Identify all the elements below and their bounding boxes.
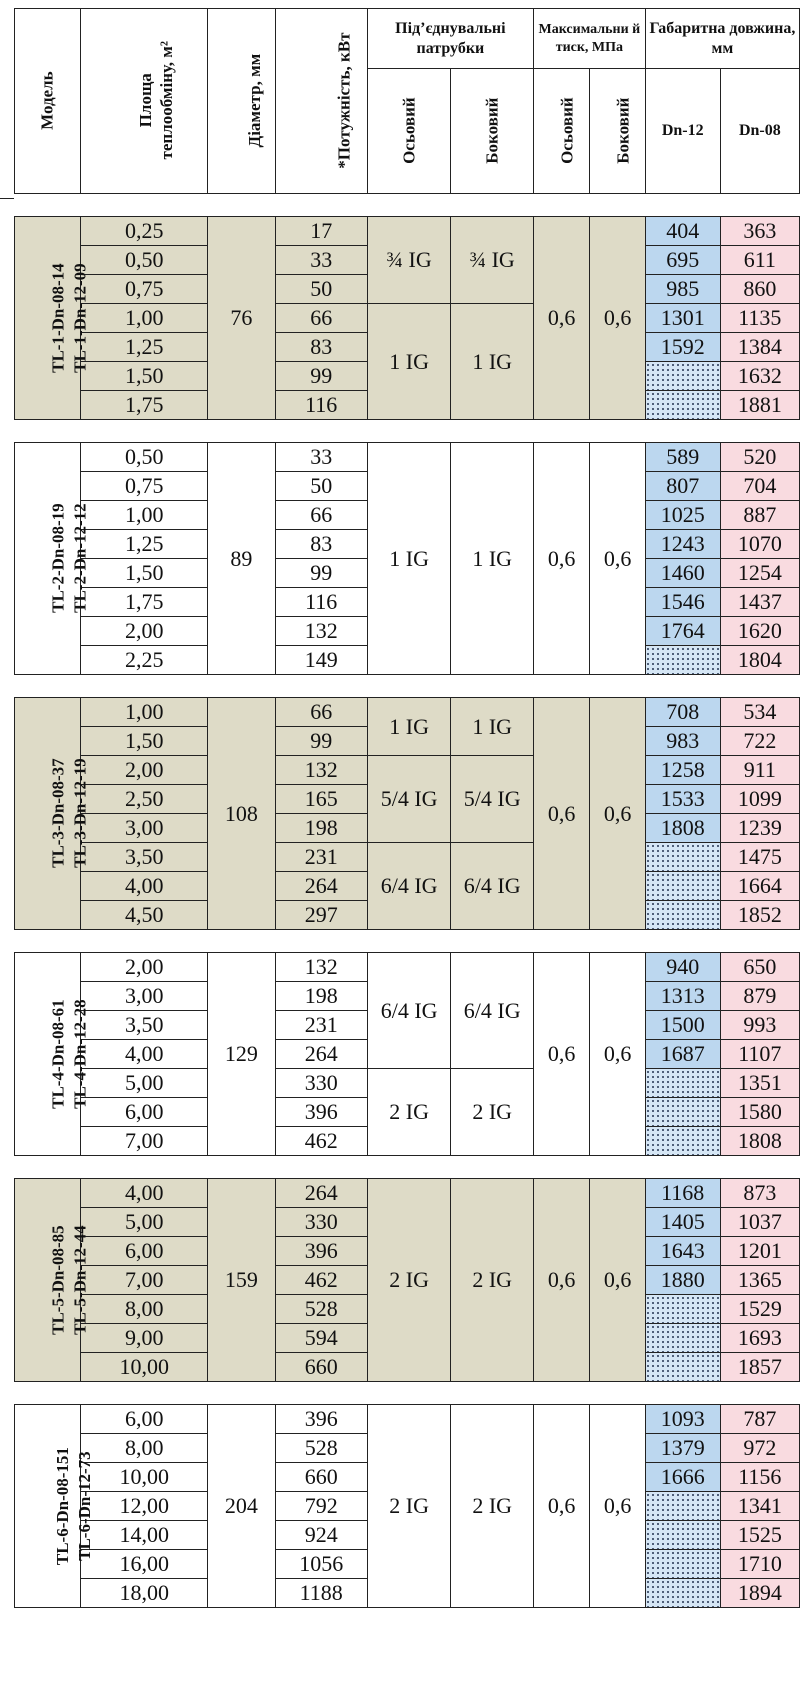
length-dn08-cell: 1437 <box>720 588 799 617</box>
length-dn08-cell: 860 <box>720 275 799 304</box>
length-dn08-cell: 650 <box>720 953 799 982</box>
length-dn08-cell: 1693 <box>720 1324 799 1353</box>
length-dn08-cell: 1580 <box>720 1098 799 1127</box>
length-dn08-cell: 1254 <box>720 559 799 588</box>
group-spacer-cell <box>15 675 800 698</box>
pressure-axial-cell: 0,6 <box>533 698 589 930</box>
power-cell: 17 <box>275 217 367 246</box>
table-row <box>15 217 800 246</box>
model-cell <box>15 443 90 675</box>
table-row <box>15 443 800 472</box>
length-dn08-cell: 1135 <box>720 304 799 333</box>
area-cell: 0,50 <box>81 443 208 472</box>
length-dn12-cell: 1460 <box>645 559 720 588</box>
length-dn12-unavailable-cell <box>645 1550 720 1579</box>
header-model: Модель <box>15 9 81 194</box>
power-cell: 99 <box>275 559 367 588</box>
power-cell: 462 <box>275 1266 367 1295</box>
length-dn08-cell: 1070 <box>720 530 799 559</box>
power-cell: 83 <box>275 333 367 362</box>
area-cell: 0,75 <box>81 275 208 304</box>
power-cell: 198 <box>275 814 367 843</box>
area-cell: 1,00 <box>81 501 208 530</box>
group-spacer-cell <box>15 420 800 443</box>
length-dn12-cell: 1313 <box>645 982 720 1011</box>
power-cell: 924 <box>275 1521 367 1550</box>
length-dn12-unavailable-cell <box>645 1579 720 1608</box>
area-cell: 10,00 <box>81 1463 208 1492</box>
pressure-side-cell: 0,6 <box>590 217 645 420</box>
length-dn08-cell: 1384 <box>720 333 799 362</box>
model-name-line1: TL-4-Dn-08-61 <box>48 999 68 1109</box>
model-name-line1: TL-3-Dn-08-37 <box>48 758 68 869</box>
length-dn12-unavailable-cell <box>645 362 720 391</box>
area-cell: 1,25 <box>81 530 208 559</box>
pressure-side-cell: 0,6 <box>590 1179 645 1382</box>
length-dn08-cell: 1525 <box>720 1521 799 1550</box>
connection-axial-cell: 2 IG <box>367 1405 451 1608</box>
length-dn12-cell: 983 <box>645 727 720 756</box>
power-cell: 66 <box>275 501 367 530</box>
power-cell: 231 <box>275 843 367 872</box>
length-dn08-cell: 1894 <box>720 1579 799 1608</box>
length-dn12-unavailable-cell <box>645 1127 720 1156</box>
power-cell: 198 <box>275 982 367 1011</box>
area-cell: 9,00 <box>81 1324 208 1353</box>
power-cell: 33 <box>275 246 367 275</box>
spec-table-page <box>14 8 800 1608</box>
length-dn08-cell: 911 <box>720 756 799 785</box>
group-spacer-cell <box>15 1382 800 1405</box>
power-cell: 264 <box>275 1040 367 1069</box>
model-name <box>48 504 92 614</box>
power-cell: 264 <box>275 872 367 901</box>
length-dn12-cell: 1168 <box>645 1179 720 1208</box>
group-spacer <box>15 1382 800 1405</box>
area-cell: 12,00 <box>81 1492 208 1521</box>
diameter-cell: 159 <box>208 1179 275 1382</box>
table-row <box>15 1069 800 1098</box>
model-name-line1: TL-5-Dn-08-85 <box>48 1225 68 1335</box>
length-dn12-unavailable-cell <box>645 391 720 420</box>
length-dn12-cell: 1379 <box>645 1434 720 1463</box>
area-cell: 0,75 <box>81 472 208 501</box>
area-cell: 14,00 <box>81 1521 208 1550</box>
model-name-line2: TL-1-Dn-12-09 <box>70 263 90 373</box>
power-cell: 66 <box>275 698 367 727</box>
connection-side-cell: 1 IG <box>451 698 534 756</box>
model-name-line1: TL-6-Dn-08-151 <box>52 1446 72 1566</box>
length-dn12-cell: 1258 <box>645 756 720 785</box>
diameter-cell: 76 <box>208 217 275 420</box>
area-cell: 1,00 <box>81 304 208 333</box>
power-cell: 297 <box>275 901 367 930</box>
length-dn12-cell: 1666 <box>645 1463 720 1492</box>
model-name <box>48 999 92 1109</box>
model-cell <box>15 1405 95 1608</box>
length-dn08-cell: 722 <box>720 727 799 756</box>
length-dn08-cell: 1881 <box>720 391 799 420</box>
table-body <box>15 194 800 1608</box>
left-margin-tick <box>0 198 14 199</box>
diameter-cell: 108 <box>208 698 275 930</box>
header-pressure: Максимальни й тиск, МПа <box>533 9 645 69</box>
connection-side-cell: 6/4 IG <box>451 953 534 1069</box>
connection-axial-cell: 1 IG <box>367 443 451 675</box>
length-dn08-cell: 1710 <box>720 1550 799 1579</box>
power-cell: 528 <box>275 1295 367 1324</box>
length-dn08-cell: 1351 <box>720 1069 799 1098</box>
area-cell: 1,25 <box>81 333 208 362</box>
length-dn12-cell: 1687 <box>645 1040 720 1069</box>
pressure-axial-cell: 0,6 <box>533 953 589 1156</box>
group-spacer-cell <box>15 1156 800 1179</box>
length-dn12-cell: 708 <box>645 698 720 727</box>
length-dn12-cell: 1592 <box>645 333 720 362</box>
area-cell: 6,00 <box>81 1405 208 1434</box>
length-dn08-cell: 1341 <box>720 1492 799 1521</box>
pressure-axial-cell: 0,6 <box>533 217 589 420</box>
length-dn12-cell: 1764 <box>645 617 720 646</box>
area-cell: 1,50 <box>81 559 208 588</box>
table-row <box>15 304 800 333</box>
area-cell: 4,00 <box>81 1040 208 1069</box>
pressure-side-cell: 0,6 <box>590 443 645 675</box>
length-dn08-cell: 1632 <box>720 362 799 391</box>
power-cell: 50 <box>275 472 367 501</box>
table-row <box>15 756 800 785</box>
length-dn12-unavailable-cell <box>645 901 720 930</box>
power-cell: 132 <box>275 953 367 982</box>
power-cell: 1188 <box>275 1579 367 1608</box>
length-dn08-cell: 879 <box>720 982 799 1011</box>
length-dn08-cell: 1664 <box>720 872 799 901</box>
area-cell: 1,00 <box>81 698 208 727</box>
power-cell: 594 <box>275 1324 367 1353</box>
model-cell <box>15 698 90 930</box>
diameter-cell: 129 <box>208 953 275 1156</box>
length-dn12-cell: 1880 <box>645 1266 720 1295</box>
length-dn12-cell: 807 <box>645 472 720 501</box>
length-dn08-cell: 363 <box>720 217 799 246</box>
area-cell: 1,50 <box>81 727 208 756</box>
length-dn12-cell: 1093 <box>645 1405 720 1434</box>
length-dn12-unavailable-cell <box>645 1098 720 1127</box>
area-cell: 8,00 <box>81 1434 208 1463</box>
area-cell: 6,00 <box>81 1237 208 1266</box>
table-header <box>15 9 800 194</box>
area-cell: 4,50 <box>81 901 208 930</box>
model-name-line1: TL-1-Dn-08-14 <box>48 263 68 373</box>
length-dn08-cell: 1239 <box>720 814 799 843</box>
header-length: Габаритна довжина, мм <box>645 9 799 69</box>
length-dn12-unavailable-cell <box>645 1521 720 1550</box>
power-cell: 330 <box>275 1208 367 1237</box>
length-dn08-cell: 1804 <box>720 646 799 675</box>
connection-side-cell: 2 IG <box>451 1179 534 1382</box>
length-dn12-unavailable-cell <box>645 1492 720 1521</box>
power-cell: 792 <box>275 1492 367 1521</box>
connection-side-cell: 2 IG <box>451 1405 534 1608</box>
area-cell: 5,00 <box>81 1069 208 1098</box>
pressure-side-cell: 0,6 <box>590 953 645 1156</box>
diameter-cell: 89 <box>208 443 275 675</box>
area-cell: 6,00 <box>81 1098 208 1127</box>
power-cell: 660 <box>275 1353 367 1382</box>
length-dn08-cell: 520 <box>720 443 799 472</box>
area-cell: 3,00 <box>81 982 208 1011</box>
group-spacer <box>15 930 800 953</box>
model-name <box>48 263 92 373</box>
table-row <box>15 953 800 982</box>
length-dn12-cell: 1808 <box>645 814 720 843</box>
length-dn12-cell: 1025 <box>645 501 720 530</box>
connection-axial-cell: 1 IG <box>367 698 451 756</box>
length-dn08-cell: 1620 <box>720 617 799 646</box>
area-cell: 4,00 <box>81 872 208 901</box>
area-cell: 7,00 <box>81 1127 208 1156</box>
model-name-line2: TL-6-Dn-12-73 <box>75 1451 95 1561</box>
model-cell <box>15 217 90 420</box>
header-connections-axial: Осьовий <box>367 69 451 194</box>
pressure-side-cell: 0,6 <box>590 698 645 930</box>
power-cell: 396 <box>275 1405 367 1434</box>
pressure-side-cell: 0,6 <box>590 1405 645 1608</box>
model-cell <box>15 1179 90 1382</box>
length-dn12-cell: 1405 <box>645 1208 720 1237</box>
length-dn12-unavailable-cell <box>645 1295 720 1324</box>
power-cell: 264 <box>275 1179 367 1208</box>
length-dn08-cell: 1156 <box>720 1463 799 1492</box>
length-dn08-cell: 873 <box>720 1179 799 1208</box>
connection-axial-cell: ¾ IG <box>367 217 451 304</box>
header-connections-side: Боковий <box>451 69 534 194</box>
header-pressure-side: Боковий <box>590 69 645 194</box>
group-spacer-cell <box>15 930 800 953</box>
power-cell: 50 <box>275 275 367 304</box>
table-row <box>15 1405 800 1434</box>
length-dn08-cell: 787 <box>720 1405 799 1434</box>
area-cell: 3,50 <box>81 1011 208 1040</box>
length-dn12-cell: 695 <box>645 246 720 275</box>
power-cell: 149 <box>275 646 367 675</box>
area-cell: 3,00 <box>81 814 208 843</box>
header-area: Площа теплообміну, м² <box>81 9 208 194</box>
power-cell: 528 <box>275 1434 367 1463</box>
group-spacer <box>15 675 800 698</box>
connection-axial-cell: 6/4 IG <box>367 953 451 1069</box>
length-dn12-unavailable-cell <box>645 1353 720 1382</box>
header-diameter: Діаметр, мм <box>208 9 275 194</box>
area-cell: 18,00 <box>81 1579 208 1608</box>
model-name <box>52 1447 96 1565</box>
model-cell <box>15 953 90 1156</box>
power-cell: 132 <box>275 756 367 785</box>
connection-side-cell: 6/4 IG <box>451 843 534 930</box>
power-cell: 231 <box>275 1011 367 1040</box>
length-dn08-cell: 704 <box>720 472 799 501</box>
length-dn12-cell: 1301 <box>645 304 720 333</box>
header-power: *Потужність, кВт <box>275 9 367 194</box>
length-dn12-unavailable-cell <box>645 1069 720 1098</box>
diameter-cell: 204 <box>208 1405 275 1608</box>
length-dn08-cell: 1107 <box>720 1040 799 1069</box>
length-dn12-unavailable-cell <box>645 1324 720 1353</box>
connection-side-cell: 1 IG <box>451 443 534 675</box>
power-cell: 462 <box>275 1127 367 1156</box>
pressure-axial-cell: 0,6 <box>533 1405 589 1608</box>
connection-axial-cell: 6/4 IG <box>367 843 451 930</box>
table-row <box>15 1179 800 1208</box>
length-dn12-cell: 1643 <box>645 1237 720 1266</box>
heat-exchanger-spec-table <box>14 8 800 1608</box>
model-name-line1: TL-2-Dn-08-19 <box>48 503 68 614</box>
header-length-dn12: Dn-12 <box>645 69 720 194</box>
length-dn12-cell: 1533 <box>645 785 720 814</box>
area-cell: 1,75 <box>81 588 208 617</box>
model-name-line2: TL-3-Dn-12-19 <box>70 758 90 869</box>
area-cell: 4,00 <box>81 1179 208 1208</box>
length-dn08-cell: 1852 <box>720 901 799 930</box>
area-cell: 2,00 <box>81 756 208 785</box>
length-dn08-cell: 972 <box>720 1434 799 1463</box>
power-cell: 396 <box>275 1237 367 1266</box>
model-name-line2: TL-5-Dn-12-44 <box>70 1225 90 1335</box>
header-connections: Під’єднувальні патрубки <box>367 9 533 69</box>
area-cell: 2,25 <box>81 646 208 675</box>
table-row <box>15 843 800 872</box>
area-cell: 3,50 <box>81 843 208 872</box>
length-dn08-cell: 534 <box>720 698 799 727</box>
power-cell: 116 <box>275 391 367 420</box>
length-dn08-cell: 1475 <box>720 843 799 872</box>
group-spacer <box>15 194 800 217</box>
model-name <box>48 759 92 869</box>
length-dn12-unavailable-cell <box>645 872 720 901</box>
power-cell: 396 <box>275 1098 367 1127</box>
power-cell: 116 <box>275 588 367 617</box>
pressure-axial-cell: 0,6 <box>533 443 589 675</box>
model-name-line2: TL-2-Dn-12-12 <box>70 503 90 614</box>
area-cell: 2,50 <box>81 785 208 814</box>
length-dn08-cell: 1808 <box>720 1127 799 1156</box>
power-cell: 132 <box>275 617 367 646</box>
length-dn08-cell: 1037 <box>720 1208 799 1237</box>
model-name-line2: TL-4-Dn-12-28 <box>70 999 90 1109</box>
length-dn12-cell: 985 <box>645 275 720 304</box>
length-dn08-cell: 1201 <box>720 1237 799 1266</box>
group-spacer <box>15 420 800 443</box>
power-cell: 660 <box>275 1463 367 1492</box>
power-cell: 33 <box>275 443 367 472</box>
area-cell: 2,00 <box>81 617 208 646</box>
length-dn08-cell: 1099 <box>720 785 799 814</box>
header-length-dn08: Dn-08 <box>720 69 799 194</box>
table-row <box>15 698 800 727</box>
connection-side-cell: ¾ IG <box>451 217 534 304</box>
power-cell: 83 <box>275 530 367 559</box>
connection-side-cell: 1 IG <box>451 304 534 420</box>
area-cell: 5,00 <box>81 1208 208 1237</box>
length-dn08-cell: 1857 <box>720 1353 799 1382</box>
power-cell: 99 <box>275 727 367 756</box>
group-spacer-cell <box>15 194 800 217</box>
area-cell: 8,00 <box>81 1295 208 1324</box>
area-cell: 1,75 <box>81 391 208 420</box>
connection-axial-cell: 2 IG <box>367 1179 451 1382</box>
length-dn12-unavailable-cell <box>645 843 720 872</box>
area-cell: 7,00 <box>81 1266 208 1295</box>
length-dn08-cell: 1529 <box>720 1295 799 1324</box>
power-cell: 1056 <box>275 1550 367 1579</box>
connection-axial-cell: 1 IG <box>367 304 451 420</box>
length-dn12-cell: 404 <box>645 217 720 246</box>
length-dn08-cell: 887 <box>720 501 799 530</box>
connection-axial-cell: 5/4 IG <box>367 756 451 843</box>
power-cell: 66 <box>275 304 367 333</box>
area-cell: 2,00 <box>81 953 208 982</box>
pressure-axial-cell: 0,6 <box>533 1179 589 1382</box>
area-cell: 16,00 <box>81 1550 208 1579</box>
area-cell: 10,00 <box>81 1353 208 1382</box>
length-dn08-cell: 1365 <box>720 1266 799 1295</box>
area-cell: 1,50 <box>81 362 208 391</box>
connection-side-cell: 5/4 IG <box>451 756 534 843</box>
connection-axial-cell: 2 IG <box>367 1069 451 1156</box>
length-dn12-cell: 1243 <box>645 530 720 559</box>
length-dn12-cell: 1500 <box>645 1011 720 1040</box>
area-cell: 0,50 <box>81 246 208 275</box>
header-pressure-axial: Осьовий <box>533 69 589 194</box>
length-dn08-cell: 611 <box>720 246 799 275</box>
length-dn12-cell: 1546 <box>645 588 720 617</box>
connection-side-cell: 2 IG <box>451 1069 534 1156</box>
power-cell: 165 <box>275 785 367 814</box>
length-dn12-unavailable-cell <box>645 646 720 675</box>
power-cell: 99 <box>275 362 367 391</box>
area-cell: 0,25 <box>81 217 208 246</box>
model-name <box>48 1225 92 1335</box>
length-dn08-cell: 993 <box>720 1011 799 1040</box>
length-dn12-cell: 940 <box>645 953 720 982</box>
length-dn12-cell: 589 <box>645 443 720 472</box>
power-cell: 330 <box>275 1069 367 1098</box>
group-spacer <box>15 1156 800 1179</box>
